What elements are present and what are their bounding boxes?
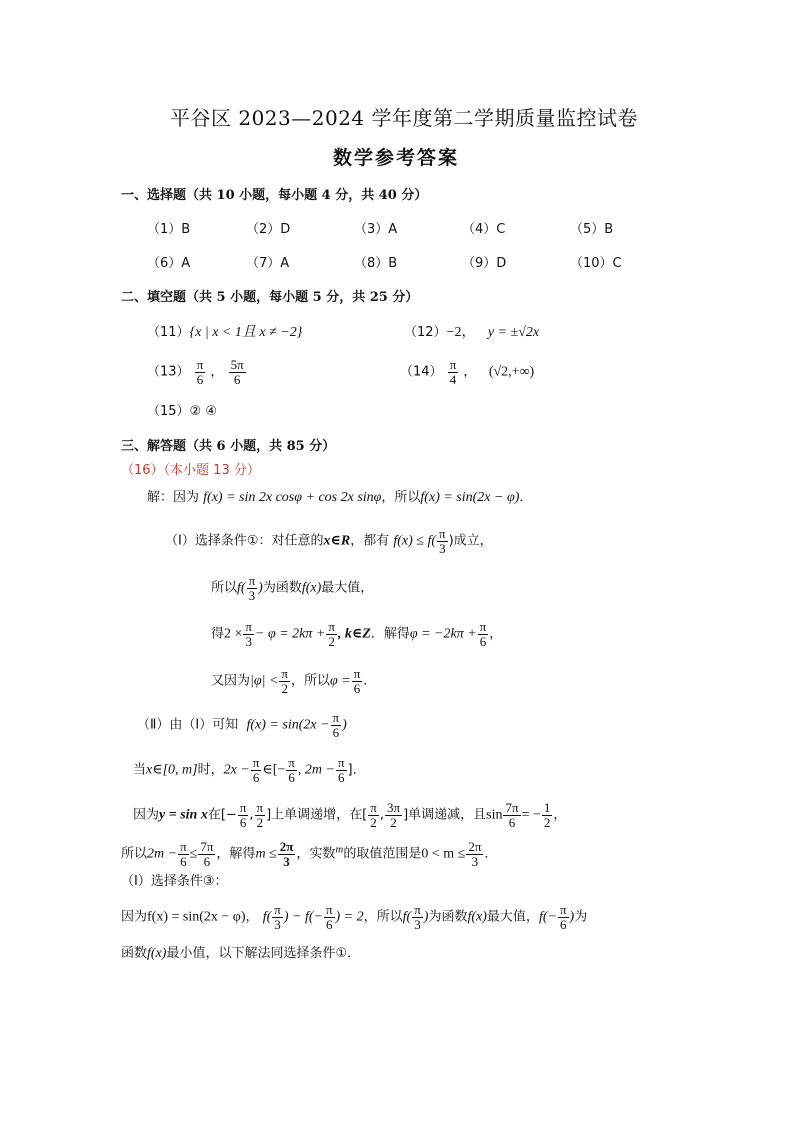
fraction-denominator: 3 <box>245 633 252 649</box>
solution-line-6 <box>137 711 347 739</box>
answer-letter: B <box>181 222 191 237</box>
fraction <box>478 620 489 648</box>
formula: f( <box>237 580 246 596</box>
question-number: （6） <box>147 256 182 271</box>
text: 因为 <box>121 909 148 925</box>
solution-line-4 <box>211 620 502 648</box>
fill-answer-15 <box>147 405 217 418</box>
fraction-numerator: π <box>248 573 256 588</box>
fraction-denominator: 2 <box>256 814 264 830</box>
solution-line-9 <box>121 840 497 868</box>
formula: f(x) <box>301 580 322 596</box>
formula: f(x) ≤ f( <box>393 533 437 549</box>
formula: f(x) = sin 2x cosφ + cos 2x sinφ <box>203 490 382 505</box>
fraction <box>326 620 337 648</box>
separator: ， <box>463 364 477 380</box>
text: 当 <box>133 762 147 778</box>
section-heading-choice: 一、选择题（共 10 小题，每小题 4 分，共 40 分） <box>121 188 428 203</box>
fraction <box>198 840 215 868</box>
answer-letter: C <box>496 222 506 237</box>
separator: ， <box>210 364 224 380</box>
question-number: （1） <box>147 222 182 237</box>
text: 得 <box>211 626 225 642</box>
section-heading-solution: 三、解答题（共 6 小题，共 85 分） <box>121 439 336 454</box>
fraction-numerator: π <box>180 839 187 854</box>
question-number: （12） <box>404 325 447 340</box>
fraction-numerator: π <box>325 902 333 917</box>
formula: ∈[− <box>262 762 286 778</box>
choice-answer-1 <box>147 223 190 236</box>
fraction <box>229 358 246 386</box>
fraction <box>331 711 342 739</box>
text: ．解得 <box>370 626 410 642</box>
text: ， <box>553 807 567 823</box>
fraction <box>558 903 569 931</box>
formula: |φ| < <box>250 673 279 689</box>
fraction <box>324 903 335 931</box>
page-subtitle: 数学参考答案 <box>333 147 460 169</box>
fraction-numerator: π <box>288 755 295 770</box>
answer-text: {x | x < 1且 x ≠ −2} <box>189 325 303 340</box>
fraction-numerator: π <box>239 800 247 815</box>
answer-text: −2， <box>446 325 476 340</box>
question-number: （14） <box>400 364 443 380</box>
fraction-denominator: 6 <box>325 916 333 932</box>
formula: ) <box>258 580 263 596</box>
fraction-denominator: 2 <box>390 814 397 830</box>
answer-letter: C <box>612 256 622 271</box>
fraction <box>279 667 290 695</box>
formula: f(x) <box>147 946 167 961</box>
choice-answer-2 <box>246 223 290 236</box>
text: 为 <box>574 909 588 925</box>
formula: , k∈Z <box>337 626 371 642</box>
fraction-numerator: π <box>274 902 281 917</box>
solution-line-11 <box>121 903 587 931</box>
solution-line-10: （Ⅰ）选择条件③： <box>121 874 228 889</box>
solution-line-5 <box>211 667 376 695</box>
text: ，所以 <box>290 673 330 689</box>
formula: ≤ <box>189 846 198 862</box>
formula: f(x) = sin(2x − <box>246 717 330 733</box>
fraction <box>503 801 520 829</box>
question-number: （5） <box>570 222 605 237</box>
answer-letter: B <box>388 256 398 271</box>
question-number: （9） <box>462 256 497 271</box>
choice-answer-10 <box>570 257 622 270</box>
question-number: （4） <box>462 222 497 237</box>
formula: x∈R <box>323 533 351 549</box>
formula: φ = <box>330 673 351 689</box>
fraction <box>251 756 262 784</box>
text: ，所以 <box>381 490 421 505</box>
fraction <box>243 620 254 648</box>
fraction <box>352 667 363 695</box>
question-number: （13） <box>147 364 190 380</box>
formula: φ = −2kπ + <box>409 626 477 642</box>
question-number: （15） <box>147 404 190 419</box>
text: ，解得 <box>216 846 256 862</box>
fraction-numerator: 2π <box>468 839 482 854</box>
fraction-denominator: 6 <box>203 853 211 869</box>
question-number: （2） <box>246 222 281 237</box>
fraction-denominator: 6 <box>252 769 260 785</box>
text: , <box>249 807 254 823</box>
formula: f(x) = sin(2x − φ) <box>420 490 520 505</box>
fraction-numerator: 3π <box>386 800 401 815</box>
fraction-denominator: 6 <box>479 633 487 649</box>
fraction-numerator: 7π <box>505 800 519 815</box>
text: ， <box>489 626 503 642</box>
text: ． <box>484 846 498 862</box>
formula: m <box>335 843 344 856</box>
text: （Ⅱ）由（Ⅰ）可知 <box>137 717 239 733</box>
fraction-denominator: 6 <box>196 371 204 387</box>
fraction <box>238 801 249 829</box>
question-number: （8） <box>354 256 389 271</box>
formula: ) <box>569 909 575 925</box>
fill-answer-12 <box>404 326 539 340</box>
fraction <box>542 801 553 829</box>
formula: f(x) = sin(2x − φ) <box>147 909 246 925</box>
answer-letter: D <box>280 222 291 237</box>
fraction-denominator: 6 <box>508 814 516 830</box>
fraction-numerator: π <box>196 357 204 372</box>
text: 又因为 <box>211 673 251 689</box>
choice-answer-3 <box>354 223 397 236</box>
formula: sin <box>486 807 503 823</box>
formula: f(x) <box>467 909 487 925</box>
formula: 2x − <box>223 762 250 778</box>
text: 为函数 <box>428 909 468 925</box>
fraction-denominator: 3 <box>274 916 281 932</box>
text: 时， <box>197 762 224 778</box>
formula: f( <box>402 909 412 925</box>
fill-answer-11 <box>147 326 302 340</box>
answer-text: y = ±√2x <box>487 325 540 340</box>
text: 最大值， <box>486 909 539 925</box>
fraction <box>278 840 296 868</box>
fraction <box>448 358 459 386</box>
question-number: （3） <box>354 222 389 237</box>
formula: 2 × <box>224 626 243 642</box>
fraction-numerator: π <box>439 526 446 541</box>
solution-line-2 <box>165 527 493 555</box>
choice-answer-6 <box>147 257 190 270</box>
fraction-numerator: π <box>414 902 421 917</box>
text: )成立， <box>448 533 493 549</box>
text: （Ⅰ）选择条件①：对任意的 <box>165 533 324 549</box>
formula: 0 < m ≤ <box>421 846 466 862</box>
fraction-denominator: 6 <box>288 769 295 785</box>
fraction-numerator: π <box>332 710 340 725</box>
fraction-denominator: 3 <box>414 916 421 932</box>
formula: m ≤ <box>255 846 277 862</box>
choice-answer-7 <box>246 257 289 270</box>
choice-answer-5 <box>570 223 613 236</box>
answer-text: (√2,+∞) <box>488 364 535 380</box>
fraction-denominator: 2 <box>543 814 551 830</box>
formula: f( <box>262 909 272 925</box>
answer-letter: D <box>496 256 507 271</box>
fraction-denominator: 2 <box>370 814 377 830</box>
answer-letter: A <box>388 222 398 237</box>
text: ]上单调递增，在[ <box>266 807 368 823</box>
text: ， <box>245 909 259 925</box>
fraction <box>412 903 423 931</box>
text: ，实数 <box>296 846 336 862</box>
text: 所以 <box>121 846 148 862</box>
fraction <box>286 756 297 784</box>
fraction-numerator: π <box>449 357 457 372</box>
solution-line-1 <box>147 491 532 505</box>
text: ，都有 <box>350 533 390 549</box>
fraction <box>368 801 379 829</box>
fraction-numerator: 7π <box>200 839 214 854</box>
fraction-denominator: 6 <box>353 680 361 696</box>
formula: ) − f(− <box>283 909 323 925</box>
fraction <box>385 801 402 829</box>
text: , <box>379 807 384 823</box>
question-number: （11） <box>147 325 190 340</box>
fraction <box>195 358 206 386</box>
fraction-denominator: 3 <box>248 587 256 603</box>
formula: − φ = 2kπ + <box>255 626 326 642</box>
formula: = − <box>521 807 541 823</box>
choice-answer-4 <box>462 223 505 236</box>
fraction-numerator: π <box>353 666 361 681</box>
fraction-denominator: 3 <box>283 853 290 869</box>
text: ． <box>519 490 533 505</box>
fraction-denominator: 3 <box>439 540 446 556</box>
choice-answer-8 <box>354 257 397 270</box>
text: ． <box>363 673 377 689</box>
text: 为函数 <box>262 580 302 596</box>
solution-line-8 <box>133 801 566 829</box>
answer-letter: A <box>181 256 191 271</box>
text: 函数 <box>121 946 148 961</box>
text: 解：因为 <box>147 490 200 505</box>
solution-line-7 <box>133 756 366 784</box>
fill-answer-13 <box>147 358 247 386</box>
fraction-denominator: 6 <box>332 724 340 740</box>
fraction-denominator: 4 <box>449 371 457 387</box>
fraction <box>272 903 283 931</box>
fraction-denominator: 3 <box>471 853 479 869</box>
answer-letter: A <box>280 256 290 271</box>
answer-letter: B <box>604 222 614 237</box>
question-number: （7） <box>246 256 281 271</box>
text: 在[− <box>207 807 237 823</box>
fraction-denominator: 2 <box>328 633 335 649</box>
formula: ) = 2 <box>335 909 364 925</box>
fraction <box>247 574 258 602</box>
question-number: （10） <box>570 256 613 271</box>
fraction <box>466 840 483 868</box>
formula: , 2m − <box>297 762 335 778</box>
solution-line-12 <box>121 947 360 961</box>
choice-answer-9 <box>462 257 506 270</box>
fraction-numerator: 5π <box>230 357 244 372</box>
fraction-numerator: π <box>328 619 335 634</box>
fraction-numerator: π <box>337 755 345 770</box>
page-title: 平谷区 2023—2024 学年度第二学期质量监控试卷 <box>170 106 639 130</box>
text: 的取值范围是 <box>343 846 422 862</box>
fraction-numerator: π <box>281 666 288 681</box>
formula: ) <box>342 717 347 733</box>
text: 最小值，以下解法同选择条件①． <box>166 946 361 961</box>
fraction-denominator: 6 <box>239 814 247 830</box>
formula: 2m − <box>147 846 178 862</box>
text: 因为 <box>133 807 160 823</box>
fraction-numerator: 2π <box>279 839 294 854</box>
fraction-numerator: π <box>252 755 260 770</box>
solution-line-3 <box>211 574 373 602</box>
fraction-denominator: 6 <box>337 769 345 785</box>
fraction <box>178 840 189 868</box>
fill-answer-14 <box>400 358 534 386</box>
text: ]单调递减，且 <box>403 807 487 823</box>
section-heading-fill: 二、填空题（共 5 小题，每小题 5 分，共 25 分） <box>121 290 419 305</box>
formula: f(− <box>538 909 557 925</box>
fraction-denominator: 2 <box>281 680 288 696</box>
fraction-numerator: π <box>479 619 487 634</box>
formula: ) <box>423 909 429 925</box>
formula: x∈[0, m] <box>146 762 198 778</box>
fraction <box>336 756 347 784</box>
question-16-title: （16）（本小题 13 分） <box>121 463 260 478</box>
text: 所以 <box>211 580 238 596</box>
fraction-numerator: π <box>256 800 264 815</box>
formula: y = sin x <box>159 807 208 823</box>
text: ]． <box>347 762 366 778</box>
fraction-numerator: π <box>559 902 567 917</box>
fraction <box>255 801 266 829</box>
fraction-numerator: 1 <box>543 800 551 815</box>
fraction-denominator: 6 <box>559 916 567 932</box>
fraction-denominator: 6 <box>180 853 187 869</box>
fraction <box>437 527 448 555</box>
fraction-denominator: 6 <box>233 371 241 387</box>
text: 最大值， <box>321 580 374 596</box>
fraction-numerator: π <box>245 619 252 634</box>
fraction-numerator: π <box>370 800 377 815</box>
answer-text: ② ④ <box>189 404 217 419</box>
text: ，所以 <box>363 909 403 925</box>
